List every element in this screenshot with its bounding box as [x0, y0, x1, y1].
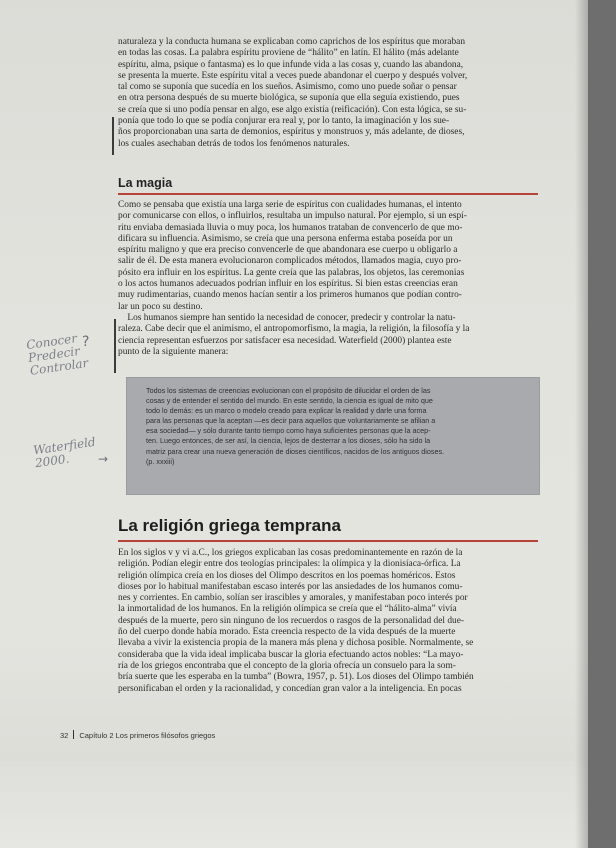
text-line: llevaba a vivir la existencia propia de la manera más plena y dichosa posible. Normalmente, se — [118, 638, 474, 649]
text-line: bría suerte que les esperaba en la tumba” (Bowra, 1957, p. 51). Los dioses del Olimpo también — [118, 672, 474, 683]
text-line: por comunicarse con ellos, o influirlos, resultaba un impulso natural. Por ejemplo, si un espí- — [118, 211, 467, 222]
text-line: espíritu maligno y que era preciso convencerle de que abandonara ese cuerpo u obligarlo a — [118, 245, 458, 256]
section-heading-magia: La magia — [118, 176, 173, 190]
text-line: punto de la siguiente manera: — [118, 346, 229, 357]
text-line: pósito era influir en los espíritus. La gente creía que las palabras, los objetos, las ceremonias — [118, 267, 465, 278]
text-line: Como se pensaba que existía una larga serie de espíritus con cualidades humanas, el intento — [118, 200, 462, 210]
quote-line: ten. Luego entonces, de ser así, la ciencia, lejos de desterrar a los dioses, sólo ha sido la — [146, 436, 431, 446]
text-line: o los actos humanos adecuados podrían influir en los espíritus. Si bien estas creencias eran — [118, 279, 458, 290]
text-line: salir de él. De esta manera evolucionaron complicados métodos, llamados magia, cuyo pro- — [118, 256, 462, 267]
footer-separator — [73, 730, 74, 739]
text-line: naturaleza y la conducta humana se explicaban como caprichos de los espíritus que moraban — [118, 37, 466, 47]
quote-line: para las personas que la aceptan —es decir para aquellos que voluntariamente se afilian a — [146, 416, 436, 426]
text-line: ría de los griegos encontraba que el concepto de la gloria ofrecía un consuelo para la som- — [118, 660, 456, 671]
section-religion — [118, 516, 538, 695]
page-number: 32 — [60, 731, 69, 740]
handwritten-note-waterfield: Waterfield 2000. — [32, 434, 97, 471]
quote-line: todo lo demás: es un marco o modelo creado para explicar la realidad y darle una forma — [146, 406, 427, 416]
text-line: en otra persona después de su muerte biológica, se suponía que ella seguía existiendo, pues — [118, 93, 460, 104]
quote-line: (p. xxxiii) — [146, 456, 175, 466]
page-lower-margin — [0, 762, 588, 848]
quote-line: esa sociedad— y sólo durante tanto tiempo como haya suficientes personas que la acep- — [146, 426, 431, 436]
heading-rule — [118, 540, 538, 542]
text-line: dioses por lo habitual manifestaban escaso interés por las ansiedades de los humanos comu- — [118, 581, 463, 592]
heading-rule — [118, 193, 538, 195]
text-line: en todas las cosas. La palabra espíritu proviene de “hálito” en latín. El hálito (más adelante — [118, 48, 459, 59]
text-line: religión. Podían elegir entre dos teologías principales: la olímpica y la dionisíaca-órfica. La — [118, 559, 461, 570]
page-footer — [60, 730, 215, 740]
text-line: dificara su influencia. Asimismo, se creía que una persona enferma estaba poseída por un — [118, 233, 453, 244]
text-line: Los humanos siempre han sentido la necesidad de conocer, predecir y controlar la natu- — [118, 312, 456, 323]
text-line: lar un poco su destino. — [118, 301, 203, 312]
text-line: consideraba que la vida ideal implicaba buscar la gloria efectuando actos nobles: “La mayo- — [118, 649, 464, 660]
text-line: ciencia representan esfuerzos por satisfacer esa necesidad. Waterfield (2000) plantea este — [118, 335, 452, 346]
text-line: muy rudimentarias, cuando menos hacían sentir a los primeros humanos que podían contro- — [118, 290, 462, 301]
top-paragraph — [118, 37, 538, 150]
text-line: se creía que si uno podía pensar en algo, ese algo existía (reificación). Con esta lógica, se su- — [118, 104, 467, 115]
handwritten-note-conocer: Conocer Predecir Controlar — [25, 331, 90, 378]
section-heading-religion: La religión griega temprana — [118, 516, 341, 535]
text-line: después de la muerte, pero sin ninguno de los recuerdos o rasgos de la personalidad del due- — [118, 615, 464, 626]
text-line: espíritu, alma, psique o fantasma) es lo que infunde vida a las cosas y, cuando las abandona, — [118, 59, 464, 70]
text-line: ponía que todo lo que se podía conjurar era real y, por lo tanto, la imaginación y los sue- — [118, 116, 450, 127]
handwritten-arrow: → — [98, 452, 109, 466]
text-line: raleza. Cabe decir que el animismo, el antropomorfismo, la magia, la religión, la filosofía y la — [118, 324, 470, 335]
chapter-title: Capítulo 2 Los primeros filósofos griegos — [79, 731, 216, 740]
margin-pen-mark — [112, 117, 114, 155]
text-line: ño del cuerpo donde había morado. Esta creencia respecto de la vida después de la muerte — [118, 627, 456, 638]
waterfield-quote-box — [126, 377, 540, 495]
quote-line: matriz para crear una nueva generación de dioses científicos, nacidos de los antiguos dioses. — [146, 446, 445, 456]
text-line: se presenta la muerte. Este espíritu vital a veces puede abandonar el cuerpo y después volver, — [118, 70, 468, 81]
section-magia — [118, 176, 538, 358]
page-edge-shadow — [575, 0, 588, 848]
quote-text — [126, 377, 540, 467]
margin-pen-mark — [114, 319, 116, 373]
text-line: nes y corrientes. En cambio, solían ser irascibles y amorales, y manifestaban poco interés por — [118, 593, 468, 604]
quote-line: Todos los sistemas de creencias evolucionan con el propósito de dilucidar el orden de las — [146, 386, 431, 395]
text-line: los cuales asechaban detrás de todos los fenómenos naturales. — [118, 138, 350, 149]
text-line: religión olímpica creía en los dioses del Olimpo descritos en los poemas homéricos. Estos — [118, 570, 456, 581]
handwritten-question-mark: ? — [82, 334, 90, 350]
text-line: ritu enviaba demasiada lluvia o muy poca, los humanos trataban de convencerlo de que mo- — [118, 222, 463, 233]
text-line: ños proporcionaban una sarta de demonios, espíritus y monstruos y, más adelante, de dioses, — [118, 127, 465, 138]
text-line: tal como se suponía que sucedía en los sueños. Asimismo, como uno puede soñar o pensar — [118, 82, 457, 93]
quote-line: cosas y de entender el sentido del mundo. En este sentido, la ciencia es igual de mito que — [146, 396, 433, 406]
text-line: personificaban el orden y la racionalidad, y concedían gran valor a la inteligencia. En pocas — [118, 683, 462, 694]
text-line: En los siglos v y vi a.C., los griegos explicaban las cosas predominantemente en razón de la — [118, 548, 463, 558]
text-line: la inmortalidad de los humanos. En la religión olímpica se creía que el “hálito-alma” vivía — [118, 604, 457, 615]
